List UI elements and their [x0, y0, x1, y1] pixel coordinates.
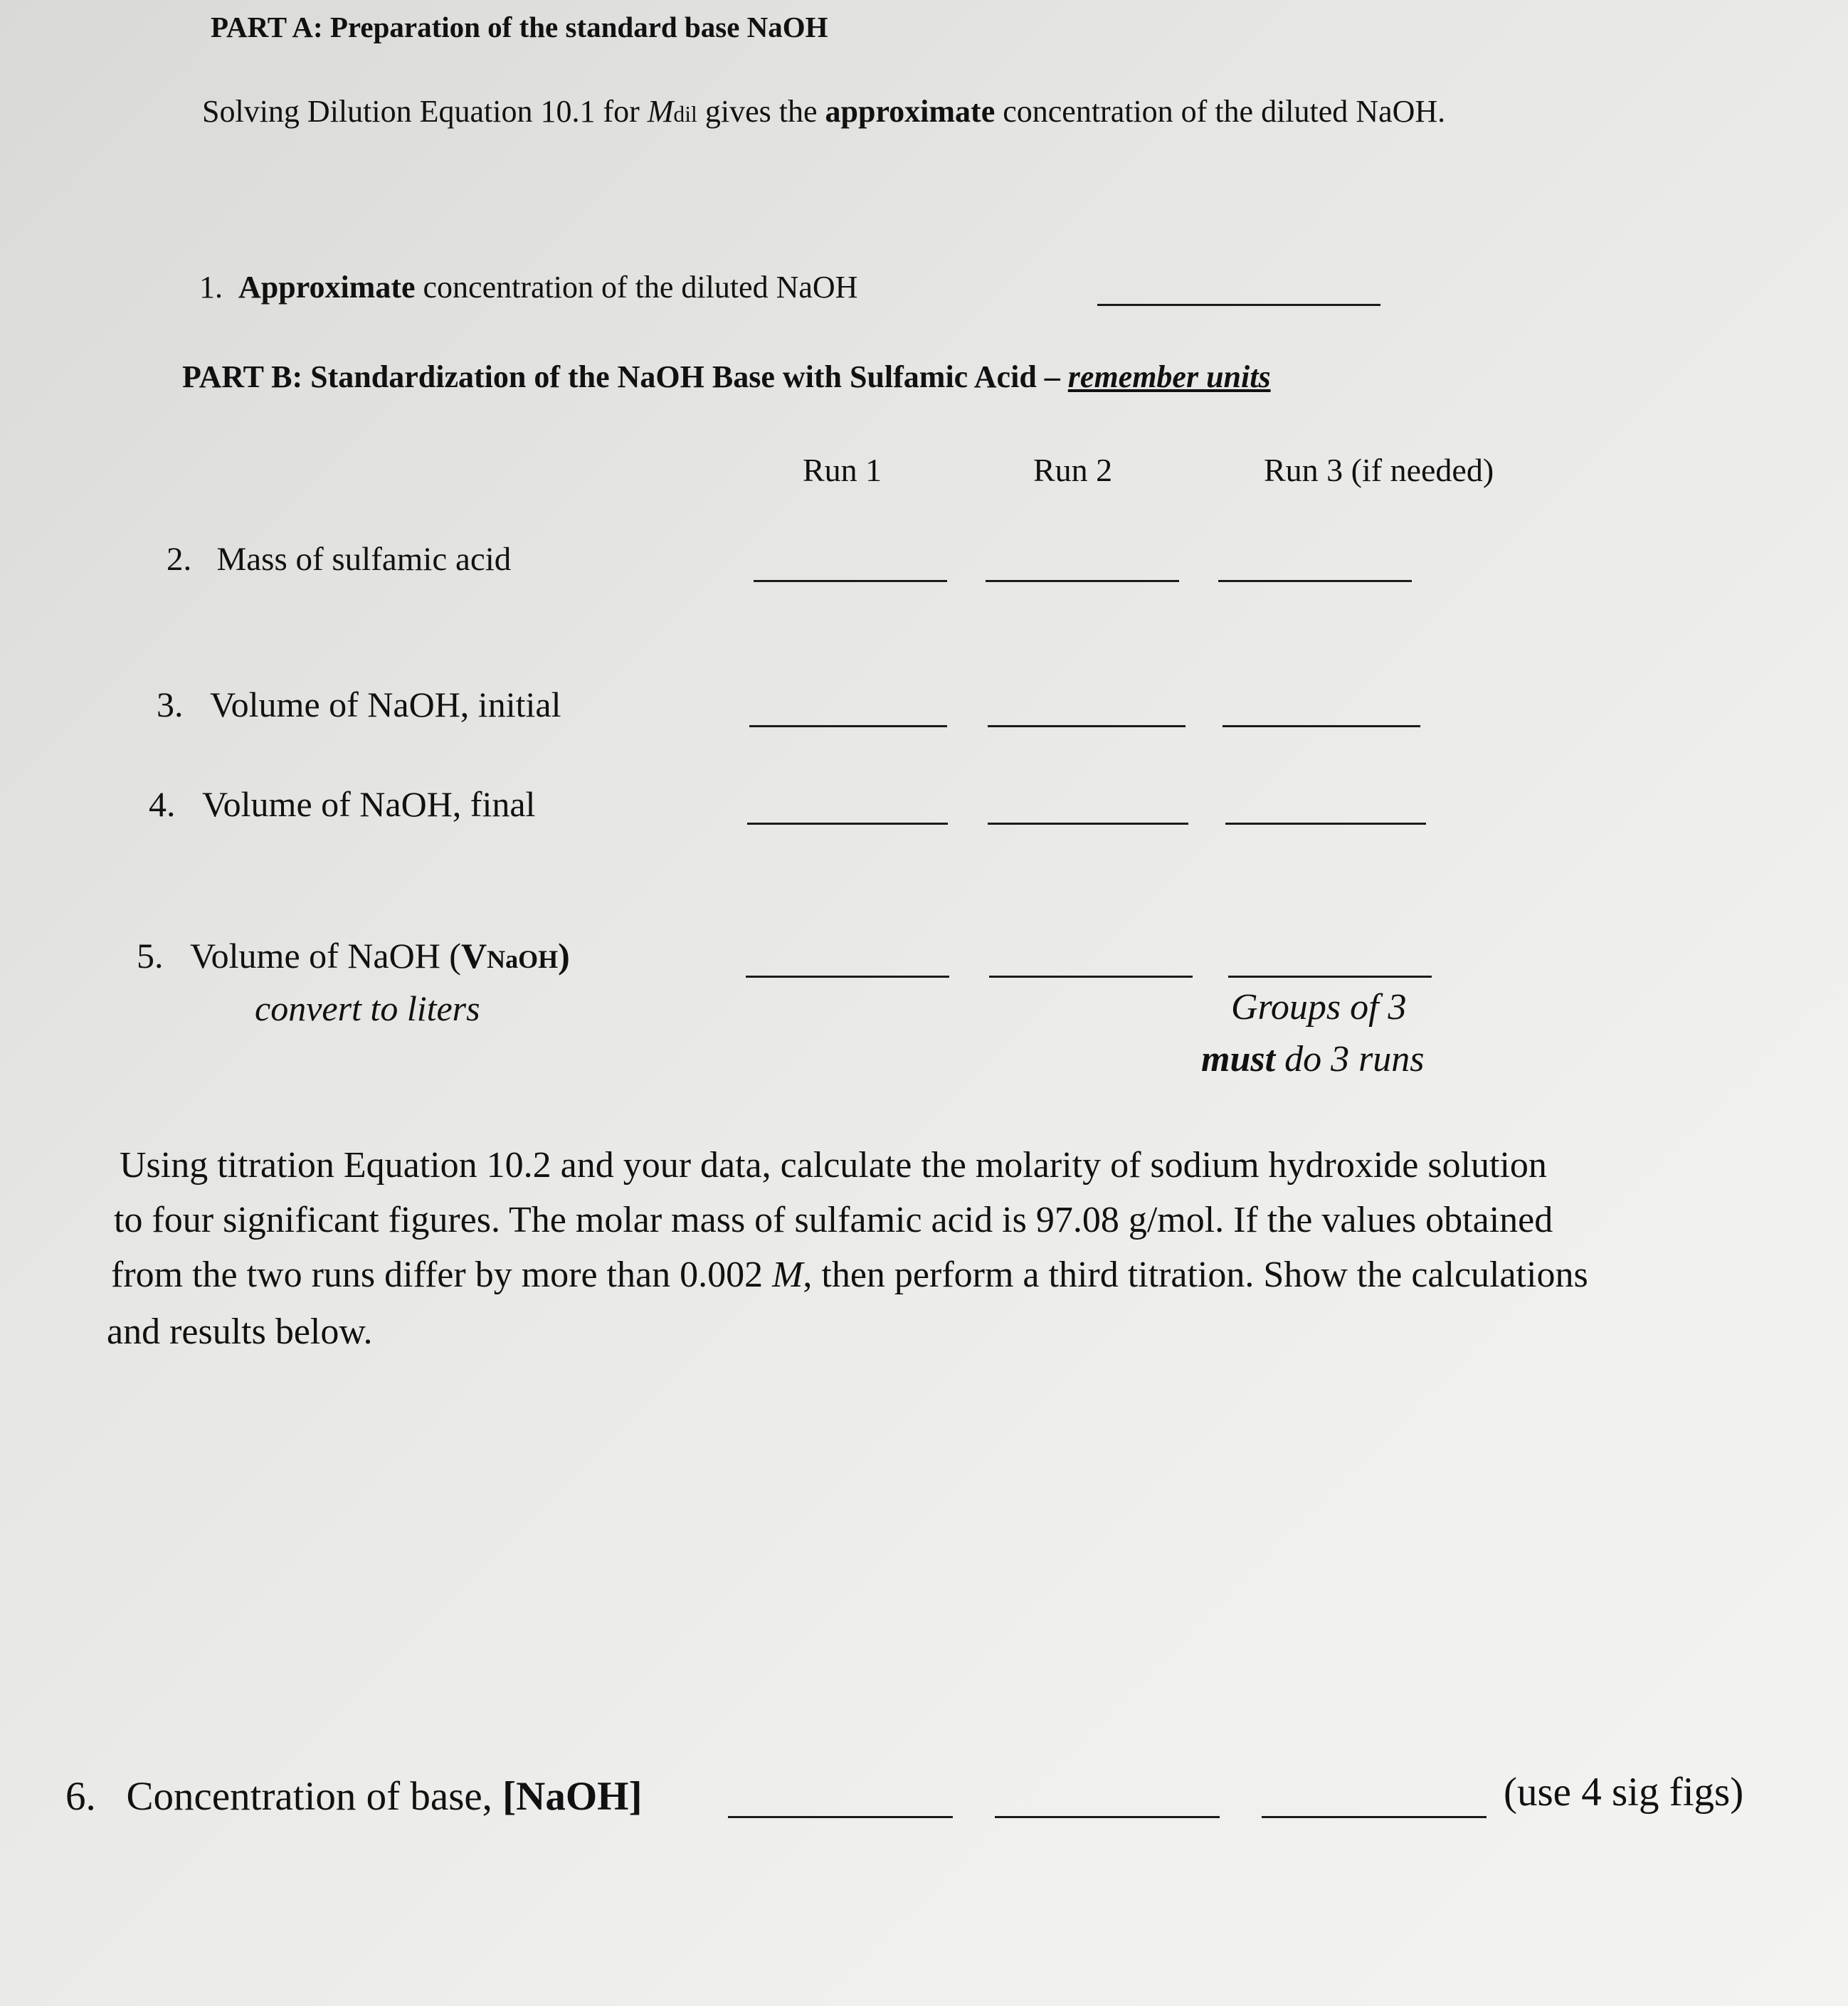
run-3-header: Run 3 (if needed): [1264, 452, 1494, 488]
question-3: 3. Volume of NaOH, initial: [157, 685, 561, 724]
run-2-header: Run 2: [1033, 452, 1113, 488]
question-5: 5. Volume of NaOH (VNaOH): [137, 936, 570, 976]
instructions-line-4: and results below.: [107, 1311, 373, 1352]
question-1: 1. Approximate concentration of the diluted NaOH: [199, 270, 858, 305]
question-2: 2. Mass of sulfamic acid: [167, 541, 512, 578]
question-4: 4. Volume of NaOH, final: [149, 784, 536, 824]
q5-run2-blank[interactable]: [989, 976, 1193, 978]
question-6: 6. Concentration of base, [NaOH]: [65, 1774, 643, 1819]
part-b-heading: PART B: Standardization of the NaOH Base with Sulfamic Acid – remember units: [182, 359, 1271, 394]
part-a-heading: PART A: Preparation of the standard base NaOH: [211, 11, 828, 43]
instructions-line-2: to four significant figures. The molar mass of sulfamic acid is 97.08 g/mol. If the values obtained: [114, 1200, 1553, 1240]
q4-run1-blank[interactable]: [747, 823, 948, 825]
q5-run1-blank[interactable]: [746, 976, 949, 978]
q6-run1-blank[interactable]: [728, 1816, 953, 1818]
groups-note-line1: Groups of 3: [1231, 987, 1407, 1028]
q3-run3-blank[interactable]: [1223, 725, 1420, 727]
instructions-line-3: from the two runs differ by more than 0.002 M, then perform a third titration. Show the calculations: [111, 1255, 1588, 1295]
q3-run2-blank[interactable]: [988, 725, 1186, 727]
convert-to-liters-note: convert to liters: [255, 988, 480, 1028]
q3-run1-blank[interactable]: [749, 725, 947, 727]
dilution-intro: Solving Dilution Equation 10.1 for Mdil gives the approximate concentration of the diluted NaOH.: [202, 94, 1446, 129]
q6-run3-blank[interactable]: [1262, 1816, 1487, 1818]
instructions-line-1: Using titration Equation 10.2 and your data, calculate the molarity of sodium hydroxide solution: [120, 1145, 1547, 1186]
groups-note-line2: must do 3 runs: [1201, 1039, 1425, 1079]
q1-answer-blank[interactable]: [1097, 304, 1380, 306]
q6-run2-blank[interactable]: [995, 1816, 1220, 1818]
run-1-header: Run 1: [803, 452, 882, 488]
q4-run2-blank[interactable]: [988, 823, 1188, 825]
q4-run3-blank[interactable]: [1225, 823, 1426, 825]
q2-run2-blank[interactable]: [986, 580, 1179, 582]
q5-run3-blank[interactable]: [1228, 976, 1432, 978]
sig-figs-note: (use 4 sig figs): [1504, 1770, 1744, 1815]
q2-run3-blank[interactable]: [1218, 580, 1412, 582]
q2-run1-blank[interactable]: [754, 580, 947, 582]
